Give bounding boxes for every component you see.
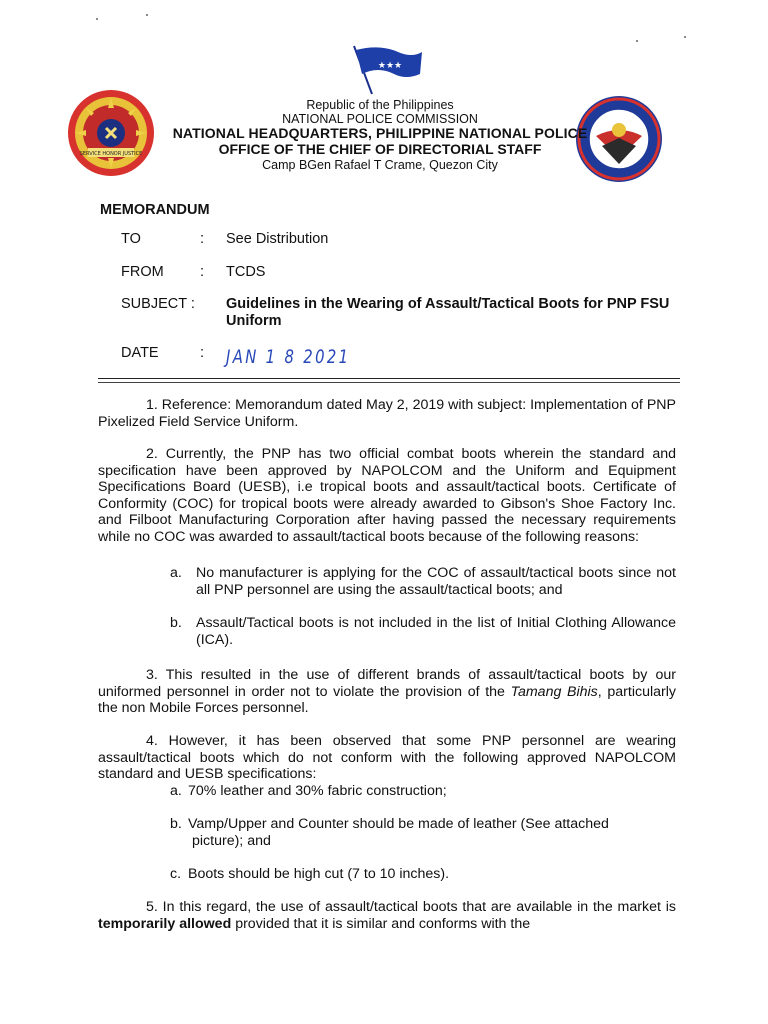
date-stamp: JAN 1 8 2021 (226, 346, 351, 368)
list-item-text-continued: picture); and (192, 832, 271, 849)
flag-stars: ★★★ (377, 61, 403, 71)
to-label: TO (121, 231, 141, 247)
header-headquarters: NATIONAL HEADQUARTERS, PHILIPPINE NATIONAL POLICE (172, 125, 588, 141)
paragraph-4-text: 4. However, it has been observed that some PNP personnel are wearing assault/tactical boots which do not conform with the following approved NAPOLCOM standard and UESB specifications: (98, 733, 676, 783)
list-letter: a. (170, 783, 182, 799)
to-colon: : (200, 231, 205, 247)
from-colon: : (200, 264, 205, 280)
list-item-text: Assault/Tactical boots is not included in the list of Initial Clothing Allowance (ICA). (196, 615, 676, 648)
scan-speck (636, 40, 638, 42)
subject-value: Guidelines in the Wearing of Assault/Tactical Boots for PNP FSU Uniform (226, 296, 670, 329)
header-office: OFFICE OF THE CHIEF OF DIRECTORIAL STAFF (218, 141, 542, 157)
list-letter: a. (170, 565, 182, 581)
paragraph-1 (98, 397, 676, 430)
paragraph-2 (98, 446, 676, 546)
list-item-4a (170, 783, 676, 800)
paragraph-2-text: 2. Currently, the PNP has two official combat boots wherein the standard and specification have been approved by NAPOLCOM and the Uniform and Equipment Specifications Board (UESB), i.e tropical boots and assault/tactical boots. Certificate of Conformity (COC) for tropical boots were already awarded to Gibson's Shoe Factory Inc. and Filboot Manufacturing Corporation after having passed the necessary requirements while no COC was awarded to assault/tactical boots because of the following reasons: (98, 446, 676, 545)
temporarily-allowed-text: temporarily allowed (98, 915, 232, 932)
memo-title: MEMORANDUM (100, 202, 210, 218)
list-item-text: No manufacturer is applying for the COC of assault/tactical boots since not all PNP personnel are using the assault/tactical boots; and (196, 565, 676, 598)
header-divider (98, 378, 680, 379)
list-item-2b (170, 615, 676, 648)
to-value: See Distribution (226, 231, 329, 247)
paragraph-5-start: 5. In this regard, the use of assault/tactical boots that are available in the market is (146, 899, 676, 915)
header-address: Camp BGen Rafael T Crame, Quezon City (262, 158, 498, 172)
header-commission: NATIONAL POLICE COMMISSION (282, 112, 478, 126)
tamang-bihis-text: Tamang Bihis (510, 683, 598, 700)
list-item-2a (170, 565, 676, 598)
from-label: FROM (121, 264, 164, 280)
date-colon: : (200, 345, 205, 361)
list-item-4b (170, 816, 676, 849)
paragraph-5-text (98, 899, 676, 932)
paragraph-3-start: 3. This resulted in the use of different brands of assault/tactical boots by our uniformed personnel in order not to violate the provision of the (98, 667, 676, 700)
seal-motto: SERVICE HONOR JUSTICE (79, 151, 143, 157)
subject-label: SUBJECT : (121, 296, 195, 312)
list-letter: b. (170, 816, 182, 832)
paragraph-5-end: provided that it is similar and conforms with the (231, 915, 531, 932)
list-letter: c. (170, 866, 182, 882)
pnp-flag-emblem (350, 44, 424, 96)
header-country: Republic of the Philippines (306, 98, 454, 112)
paragraph-5 (98, 899, 676, 932)
list-item-text: 70% leather and 30% fabric construction; (188, 783, 447, 799)
paragraph-3 (98, 667, 676, 717)
scan-speck (684, 36, 686, 38)
scan-speck (146, 14, 148, 16)
paragraph-4 (98, 733, 676, 783)
scan-speck (96, 18, 98, 20)
paragraph-3-end: , particularly the non Mobile Forces personnel. (98, 683, 676, 717)
list-letter: b. (170, 615, 182, 631)
list-item-text: Boots should be high cut (7 to 10 inches). (188, 866, 450, 882)
paragraph-1-text: 1. Reference: Memorandum dated May 2, 2019 with subject: Implementation of PNP Pixelized Field Service Uniform. (98, 397, 676, 430)
list-item-4c (170, 866, 676, 883)
list-item-text: Vamp/Upper and Counter should be made of leather (See attached (188, 816, 609, 832)
date-label: DATE (121, 345, 159, 361)
header-divider (98, 382, 680, 383)
from-value: TCDS (226, 264, 266, 280)
paragraph-3-text (98, 667, 676, 717)
